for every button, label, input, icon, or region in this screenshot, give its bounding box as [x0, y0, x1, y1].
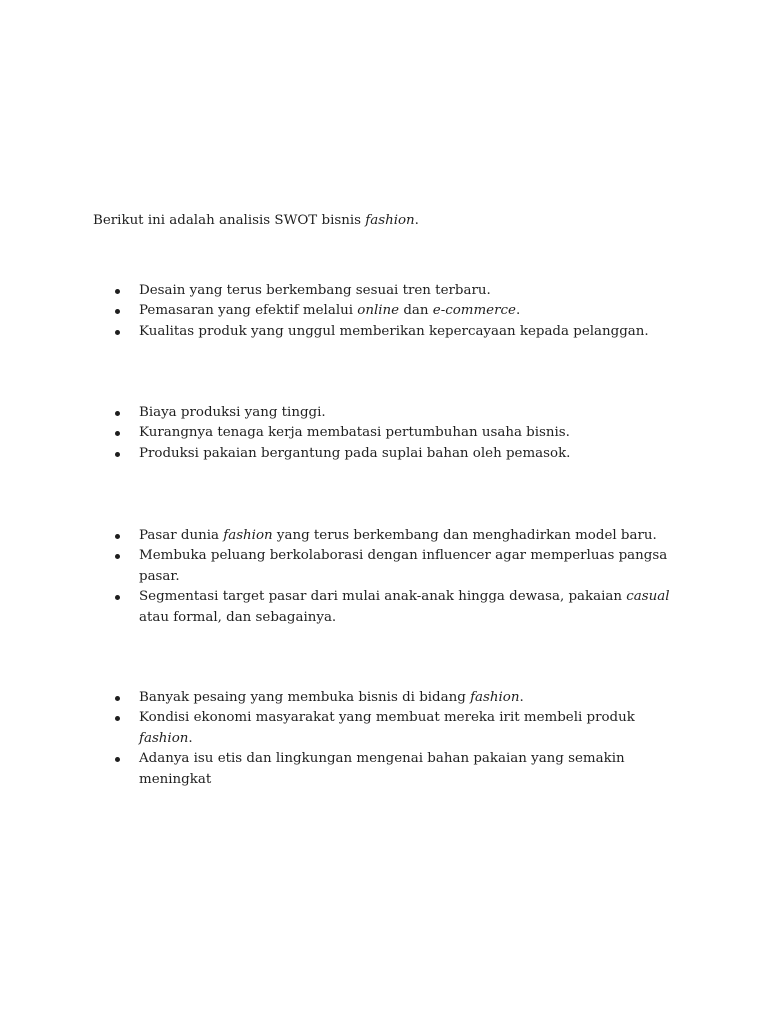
list-item	[112, 587, 672, 628]
bullet-icon	[115, 452, 120, 457]
bullet-icon	[115, 309, 120, 314]
item-text: Membuka peluang berkolaborasi dengan influencer agar memperluas pangsa pasar.	[139, 548, 668, 584]
intro-text: Berikut ini adalah analisis SWOT bisnis	[93, 213, 366, 229]
list-item	[112, 444, 672, 464]
item-text: .	[519, 690, 524, 705]
intro-emphasis: fashion	[365, 213, 415, 229]
bullet-icon	[115, 431, 120, 436]
bullet-icon	[115, 534, 120, 539]
bullet-icon	[115, 554, 120, 559]
item-text: atau formal, dan sebagainya.	[139, 609, 337, 625]
bullet-icon	[115, 330, 120, 335]
italic-text: fashion	[139, 730, 189, 746]
item-text: Adanya isu etis dan lingkungan mengenai bahan pakaian yang semakin meningkat	[139, 751, 625, 787]
strengths-list	[112, 281, 672, 342]
item-text: .	[188, 730, 193, 746]
italic-text: casual	[626, 589, 670, 605]
threats-list	[112, 688, 672, 790]
list-item	[112, 322, 672, 342]
list-item	[112, 423, 672, 443]
opportunities-list	[112, 526, 672, 628]
bullet-icon	[115, 696, 120, 701]
list-item	[112, 749, 672, 790]
item-text: Pemasaran yang efektif melalui	[139, 303, 358, 319]
list-item	[112, 281, 672, 301]
item-text: yang terus berkembang dan menghadirkan model baru.	[272, 528, 657, 543]
list-item	[112, 301, 672, 321]
bullet-icon	[115, 716, 120, 721]
item-text: Produksi pakaian bergantung pada suplai bahan oleh pemasok.	[139, 445, 571, 461]
italic-text: fashion	[223, 528, 273, 543]
intro-paragraph	[93, 211, 419, 231]
item-text: dan	[399, 303, 433, 319]
italic-text: e-commerce	[432, 303, 516, 319]
item-text: Kualitas produk yang unggul memberikan kepercayaan kepada pelanggan.	[139, 323, 649, 339]
italic-text: online	[357, 303, 400, 319]
bullet-icon	[115, 595, 120, 600]
item-text: Segmentasi target pasar dari mulai anak-anak hingga dewasa, pakaian	[139, 589, 627, 605]
item-text: Kurangnya tenaga kerja membatasi pertumbuhan usaha bisnis.	[139, 425, 570, 441]
item-text: Biaya produksi yang tinggi.	[139, 405, 326, 420]
list-item	[112, 546, 672, 587]
weaknesses-list	[112, 403, 672, 464]
bullet-icon	[115, 757, 120, 762]
bullet-icon	[115, 411, 120, 416]
item-text: Banyak pesaing yang membuka bisnis di bidang	[139, 690, 471, 705]
list-item	[112, 688, 672, 708]
item-text: Pasar dunia	[139, 528, 224, 543]
list-item	[112, 526, 672, 546]
list-item	[112, 403, 672, 423]
list-item	[112, 708, 672, 749]
item-text: .	[515, 303, 521, 319]
intro-end: .	[414, 213, 419, 229]
bullet-icon	[115, 289, 120, 294]
item-text: Desain yang terus berkembang sesuai tren terbaru.	[139, 283, 491, 298]
italic-text: fashion	[470, 690, 520, 705]
item-text: Kondisi ekonomi masyarakat yang membuat mereka irit membeli produk	[139, 710, 635, 726]
